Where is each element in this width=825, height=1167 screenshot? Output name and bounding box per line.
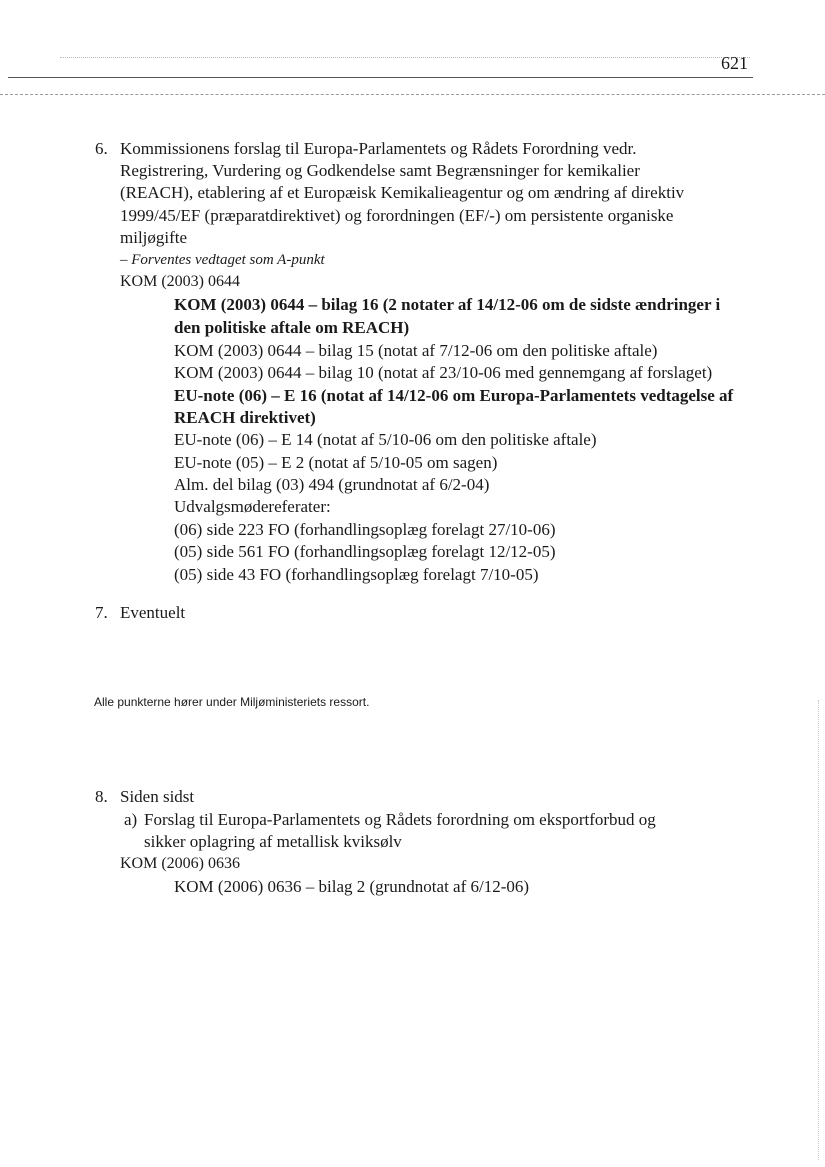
doc-line: EU-note (06) – E 14 (notat af 5/10-06 om den politiske aftale)	[174, 430, 597, 449]
doc-line: den politiske aftale om REACH)	[174, 318, 410, 337]
item-6-title-line: Kommissionens forslag til Europa-Parlamentets og Rådets Forordning vedr.	[120, 139, 637, 158]
doc-line: EU-note (05) – E 2 (notat af 5/10-05 om sagen)	[174, 453, 498, 472]
doc-line: KOM (2003) 0644 – bilag 15 (notat af 7/12-06 om den politiske aftale)	[174, 341, 658, 360]
doc-line: (06) side 223 FO (forhandlingsoplæg forelagt 27/10-06)	[174, 520, 556, 539]
item-8a-line: Forslag til Europa-Parlamentets og Rådets forordning om eksportforbud og	[144, 810, 656, 829]
item-6-number: 6.	[95, 139, 108, 158]
item-8-doc: KOM (2006) 0636 – bilag 2 (grundnotat af 6/12-06)	[174, 877, 530, 896]
ressort-note: Alle punkterne hører under Miljøministeriets ressort.	[94, 695, 370, 709]
doc-line: KOM (2003) 0644 – bilag 10 (notat af 23/10-06 med gennemgang af forslaget)	[174, 363, 713, 382]
doc-line: (05) side 561 FO (forhandlingsoplæg forelagt 12/12-05)	[174, 542, 556, 561]
item-6-title-line: (REACH), etablering af et Europæisk Kemikalieagentur og om ændring af direktiv	[120, 183, 685, 202]
item-6-title-line: miljøgifte	[120, 228, 188, 247]
item-6-status: – Forventes vedtaget som A-punkt	[120, 252, 325, 268]
item-8a-label: a)	[124, 810, 138, 829]
doc-line: Alm. del bilag (03) 494 (grundnotat af 6/2-04)	[174, 475, 490, 494]
item-8-kom: KOM (2006) 0636	[120, 855, 240, 872]
item-6-kom: KOM (2003) 0644	[120, 273, 240, 290]
scan-edge	[818, 700, 819, 1160]
doc-line: (05) side 43 FO (forhandlingsoplæg forelagt 7/10-05)	[174, 565, 539, 584]
header-rule-middle	[8, 77, 753, 78]
item-7-number: 7.	[95, 603, 108, 622]
header-rule-top	[60, 57, 750, 58]
item-8-title: Siden sidst	[120, 787, 195, 806]
item-8-number: 8.	[95, 787, 108, 806]
item-6-title-line: 1999/45/EF (præparatdirektivet) og forordningen (EF/-) om persistente organiske	[120, 206, 674, 225]
page-number: 621	[721, 53, 748, 73]
header-rule-bottom	[0, 94, 825, 95]
item-6-title-line: Registrering, Vurdering og Godkendelse samt Begrænsninger for kemikalier	[120, 161, 640, 180]
item-7-title: Eventuelt	[120, 603, 186, 622]
doc-line: EU-note (06) – E 16 (notat af 14/12-06 om Europa-Parlamentets vedtagelse af	[174, 386, 734, 405]
doc-line: KOM (2003) 0644 – bilag 16 (2 notater af 14/12-06 om de sidste ændringer i	[174, 295, 721, 314]
doc-line: Udvalgsmødereferater:	[174, 497, 331, 516]
item-8a-line: sikker oplagring af metallisk kviksølv	[144, 832, 402, 851]
doc-line: REACH direktivet)	[174, 408, 316, 427]
